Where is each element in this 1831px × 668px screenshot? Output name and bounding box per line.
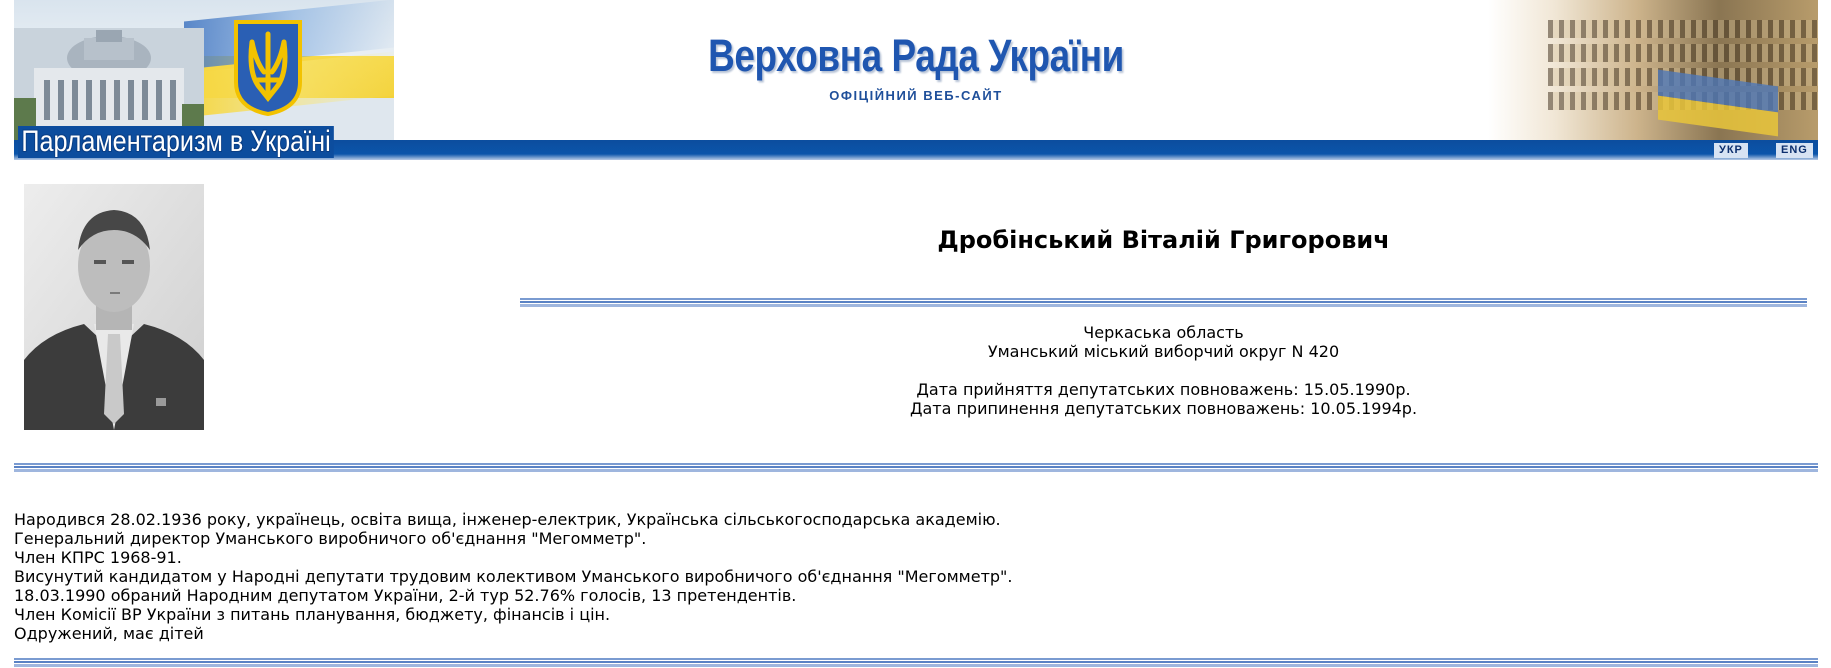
mandate-end-date: Дата припинення депутатських повноважень: 10.05.1994р. xyxy=(909,399,1418,418)
biography-line: Генеральний директор Уманського виробничого об'єднання "Мегомметр". xyxy=(14,529,647,548)
section-title[interactable]: Парламентаризм в Україні xyxy=(18,126,334,158)
deputy-photo xyxy=(24,184,204,430)
site-title[interactable]: Верховна Рада України xyxy=(708,30,1124,81)
language-ukr-link[interactable]: УКР xyxy=(1714,143,1748,158)
biography-line: Висунутий кандидатом у Народні депутати трудовим колективом Уманського виробничого об'єднання "Мегомметр". xyxy=(14,567,1013,586)
deputy-district: Уманський міський виборчий округ N 420 xyxy=(987,342,1340,361)
biography-line: Народився 28.02.1936 року, українець, освіта вища, інженер-електрик, Українська сільськогосподарська академію. xyxy=(14,510,1001,529)
site-header xyxy=(14,0,1818,160)
deputy-region: Черкаська область xyxy=(1083,323,1244,342)
biography-line: 18.03.1990 обраний Народним депутатом України, 2-й тур 52.76% голосів, 13 претендентів. xyxy=(14,586,797,605)
portrait-photo-icon xyxy=(24,184,204,430)
mandate-start-date: Дата прийняття депутатських повноважень: 15.05.1990р. xyxy=(916,380,1411,399)
biography-line: Член Комісії ВР України з питань планування, бюджету, фінансів і цін. xyxy=(14,605,611,624)
site-subtitle: ОФІЦІЙНИЙ ВЕБ-САЙТ xyxy=(829,88,1003,103)
divider xyxy=(14,658,1818,667)
divider xyxy=(14,463,1818,472)
biography-line: Одружений, має дітей xyxy=(14,624,204,643)
divider xyxy=(520,298,1807,307)
biography-line: Член КПРС 1968-91. xyxy=(14,548,182,567)
deputy-name: Дробінський Віталій Григорович xyxy=(937,226,1390,254)
biography xyxy=(14,510,1804,643)
language-eng-link[interactable]: ENG xyxy=(1776,143,1813,158)
